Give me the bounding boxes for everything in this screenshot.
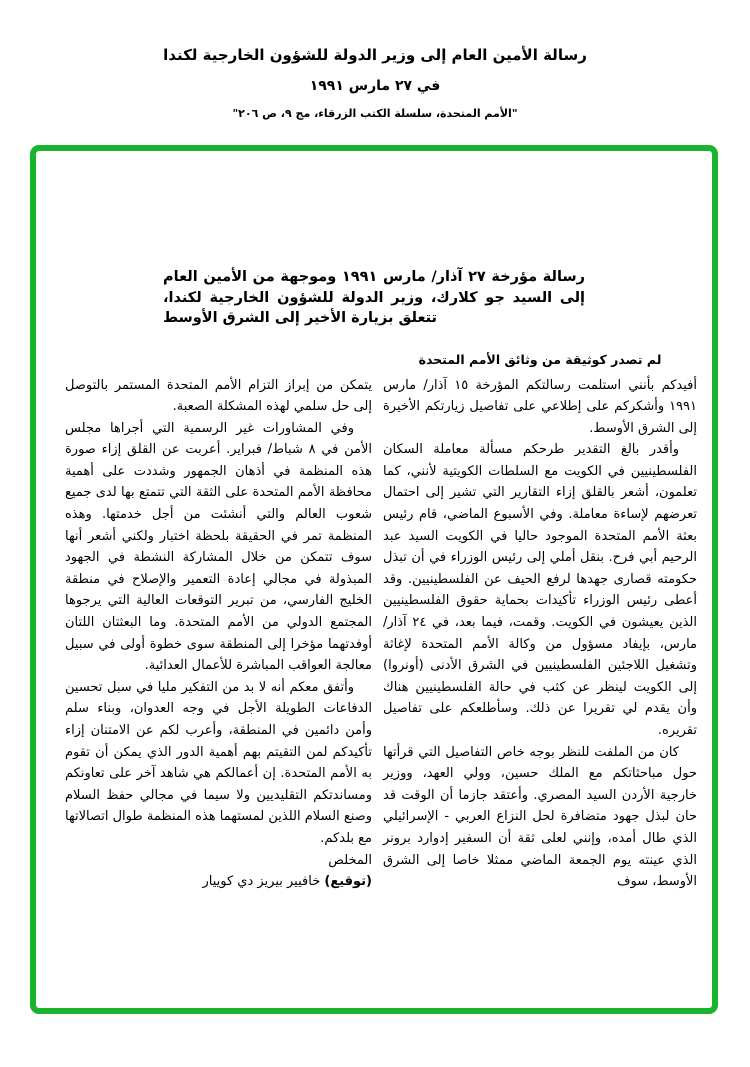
right-column xyxy=(383,375,697,893)
paragraph: أفيدكم بأنني استلمت رسالتكم المؤرخة ١٥ آذار/ مارس ١٩٩١ وأشكركم على إطلاعي على تفاصيل زيارتكم الأخيرة إلى الشرق الأوسط. xyxy=(383,377,697,436)
header-source-citation: "الأمم المتحدة، سلسلة الكتب الزرقاء، مج ٩، ص ٢٠٦" xyxy=(232,107,518,120)
paragraph: يتمكن من إبراز التزام الأمم المتحدة المستمر بالتوصل إلى حل سلمي لهذه المشكلة الصعبة. xyxy=(65,377,372,415)
paragraph: وأتفق معكم أنه لا بد من التفكير مليا في سبل تحسين الدفاعات الطويلة الأجل في وجه العدوان، وبناء سلم وأمن دائمين في المنطقة، وأعرب لكم عن الامتنان إزاء تأكيدكم لمن التقيتم بهم أهمية الدور الذي يمكن أن تقوم به الأمم المتحدة. إن أعمالكم هي شاهد آخر على تعاونكم ومساندتكم التقليديين ولا سيما في مجالي حفظ السلام وصنع السلام اللذين لمستهما هذه المنظمة طوال اتصالاتها مع بلدكم. xyxy=(65,679,372,846)
signature-label: (توقيع) xyxy=(324,874,372,890)
header-date: في ٢٧ مارس ١٩٩١ xyxy=(309,78,441,94)
header-title: رسالة الأمين العام إلى وزير الدولة للشؤون الخارجية لكندا xyxy=(163,46,587,64)
letter-un-document-note: لم تصدر كوثيقة من وثائق الأمم المتحدة xyxy=(418,351,662,367)
letter-green-border-box xyxy=(30,145,718,1014)
paragraph: وأقدر بالغ التقدير طرحكم مسألة معاملة السكان الفلسطينيين في الكويت مع السلطات الكويتية لأنني، كما تعلمون، أشعر بالقلق إزاء التقارير التي تشير إلى احتمال تعرضهم لإساءة معاملة. وفي الأسبوع الماضي، قام رئيس بعثة الأمم المتحدة الموجود حاليا في الكويت السيد عبد الرحيم أبي فرح. بنقل أملي إلى رئيس الوزراء في أن تبذل حكومته قصارى جهدها لرفع الحيف عن الفلسطينيين. وقد أعطى رئيس الوزراء تأكيدات بحماية حقوق الفلسطينيين الذين يعيشون في الكويت. وقمت، فيما بعد، في ٢٤ آذار/ مارس، بإيفاد مسؤول من وكالة الأمم المتحدة لإغاثة وتشغيل اللاجئين الفلسطينيين في الشرق الأدنى (أونروا) إلى الكويت لينظر عن كثب في حالة الفلسطينيين هناك وأن يقدم لي تقريرا عن ذلك. وسأطلعكم على تفاصيل تقريره. xyxy=(383,442,697,738)
signature-name: خافيير بيريز دي كوييار xyxy=(202,874,321,890)
left-column xyxy=(65,375,372,893)
paragraph: كان من الملفت للنظر بوجه خاص التفاصيل التي قرأتها حول مباحثاتكم مع الملك حسين، وولي العهد، ووزير خارجية الأردن السيد المصري. وأعتقد جازما أن الوقت قد حان لبذل جهود متضافرة لحل النزاع العربي - الإسرائيلي الذي طال أمده، وإنني لعلى ثقة أن السفير إدوارد برونر الذي عينته يوم الجمعة الماضي ممثلا خاصا إلى الشرق الأوسط، سوف xyxy=(383,744,697,890)
document-header xyxy=(0,44,750,122)
letter-body-columns xyxy=(36,375,712,893)
letter-title: رسالة مؤرخة ٢٧ آذار/ مارس ١٩٩١ وموجهة من الأمين العام إلى السيد جو كلارك، وزير الدولة للشؤون الخارجية لكندا، تتعلق بزيارة الأخير إلى الشرق الأوسط xyxy=(163,269,586,326)
signature-line xyxy=(65,871,372,893)
paragraph: وفي المشاورات غير الرسمية التي أجراها مجلس الأمن في ٨ شباط/ فبراير. أعربت عن القلق إزاء صورة هذه المنظمة في أذهان الجمهور وشددت على أهمية محافظة الأمم المتحدة على الثقة التي تتمتع بها لدى جميع شعوب العالم والتي أنشئت من أجل خدمتها. وهذه المنظمة تمر في الحقيقة بلحظة اختبار ولكني أشعر أنها سوف تتمكن من خلال المشاركة النشطة في الجهود المبذولة في مجالي إعادة التعمير والإصلاح في منطقة الخليج الفارسي، من تبرير التوقعات العالية التي يرجوها المجتمع الدولي من الأمم المتحدة. وما البعثتان اللتان أوفدتهما مؤخرا إلى المنطقة سوى خطوة أولى في سبيل معالجة العواقب المباشرة للأعمال العدائية. xyxy=(65,420,373,674)
closing-salutation: المخلص xyxy=(328,852,372,868)
